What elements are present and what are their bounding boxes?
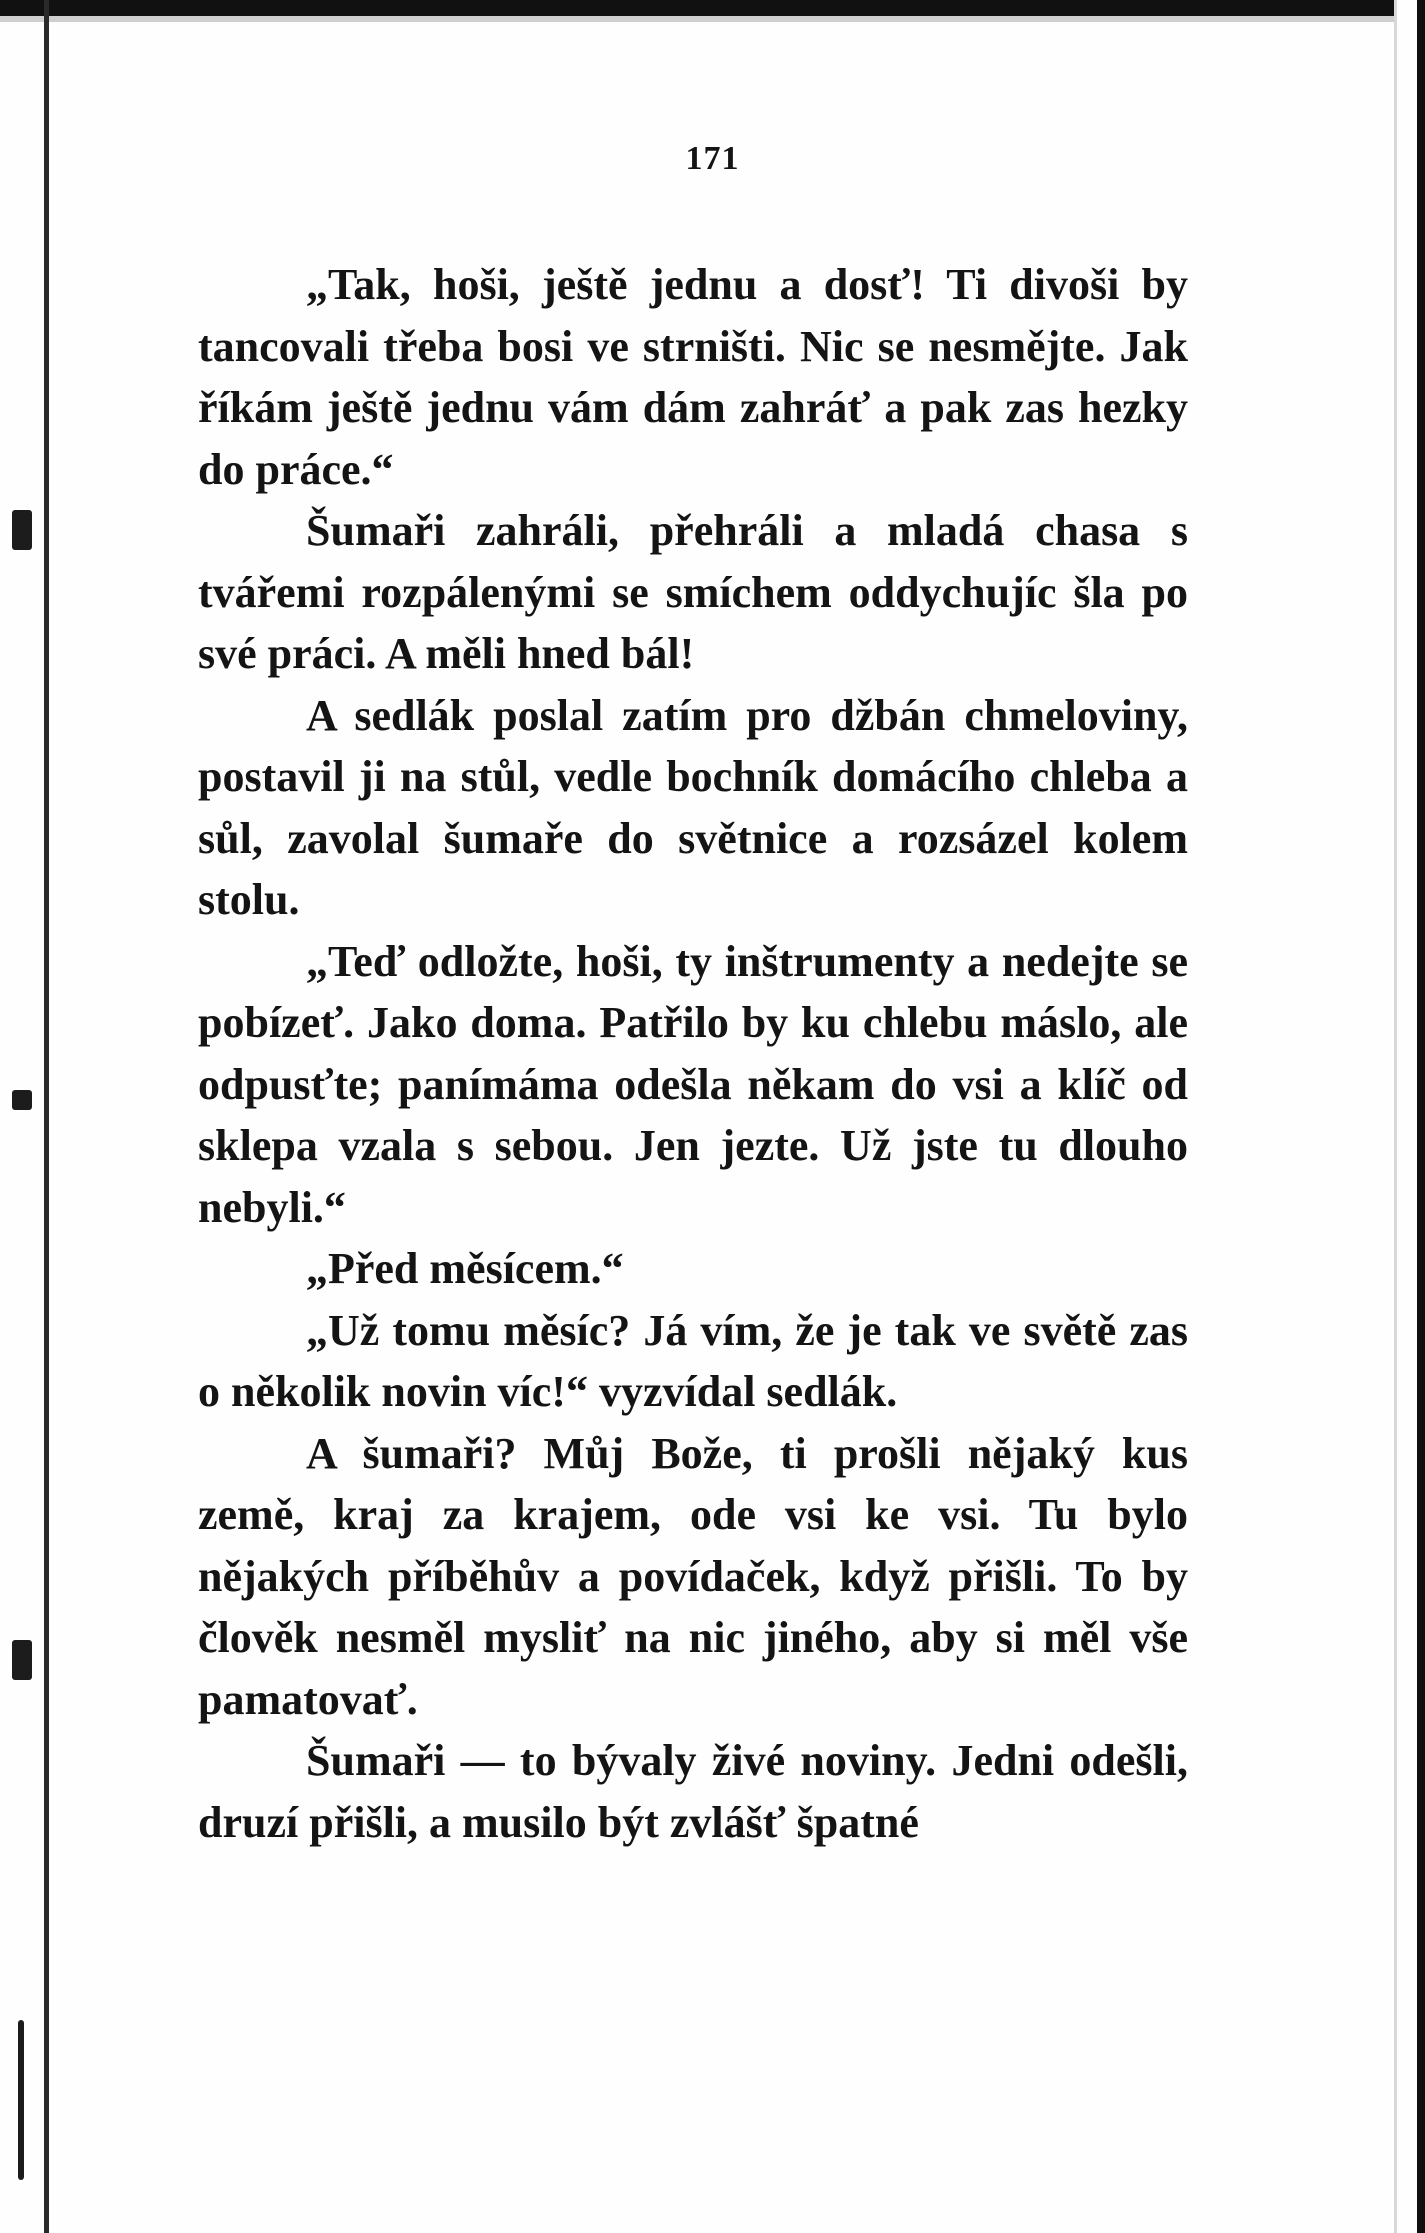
paragraph: „Před měsícem.“ [306,1244,624,1293]
paragraph: A šumaři? Můj Bože, ti prošli nějaký kus země, kraj za krajem, ode vsi ke vsi. Tu bylo nějakých příběhův a povídaček, když přišli. To by člověk nesměl mysliť na nic jiného, aby si měl vše pamatovať. [198,1428,1188,1724]
paragraph: A sedlák poslal zatím pro džbán chmeloviny, postavil ji na stůl, vedle bochník domácího chleba a sůl, zavolal šumaře do světnice a rozsázel kolem stolu. [198,690,1188,924]
binding-mark [12,1640,32,1680]
paragraph: „Tak, hoši, ještě jednu a dosť! Ti divoši by tancovali třeba bosi ve strništi. Nic se nesmějte. Jak říkám ještě jednu vám dám zahráť a pak zas hezky do práce.“ [198,260,1188,494]
page-top-edge [0,0,1425,16]
body-text [198,254,1188,1853]
page-top-shadow [0,16,1425,22]
paragraph: Šumaři — to bývaly živé noviny. Jedni odešli, druzí přišli, a musilo být zvlášť špatné [198,1736,1188,1847]
paragraph: „Už tomu měsíc? Já vím, že je tak ve světě zas o několik novin víc!“ vyzvídal sedlák. [198,1305,1188,1416]
binding-mark [18,2020,24,2180]
page-left-edge [44,0,49,2233]
page-number: 171 [685,140,740,177]
binding-mark [12,1090,32,1110]
paragraph: Šumaři zahráli, přehráli a mladá chasa s tvářemi rozpálenými se smíchem oddychujíc šla po své práci. A měli hned bál! [198,506,1188,678]
page-right-edge [1417,0,1425,2233]
paragraph: „Teď odložte, hoši, ty inštrumenty a nedejte se pobízeť. Jako doma. Patřilo by ku chlebu máslo, ale odpusťte; panímáma odešla někam do vsi a klíč od sklepa vzala s sebou. Jen jezte. Už jste tu dlouho nebyli.“ [198,936,1188,1232]
binding-mark [12,510,32,550]
